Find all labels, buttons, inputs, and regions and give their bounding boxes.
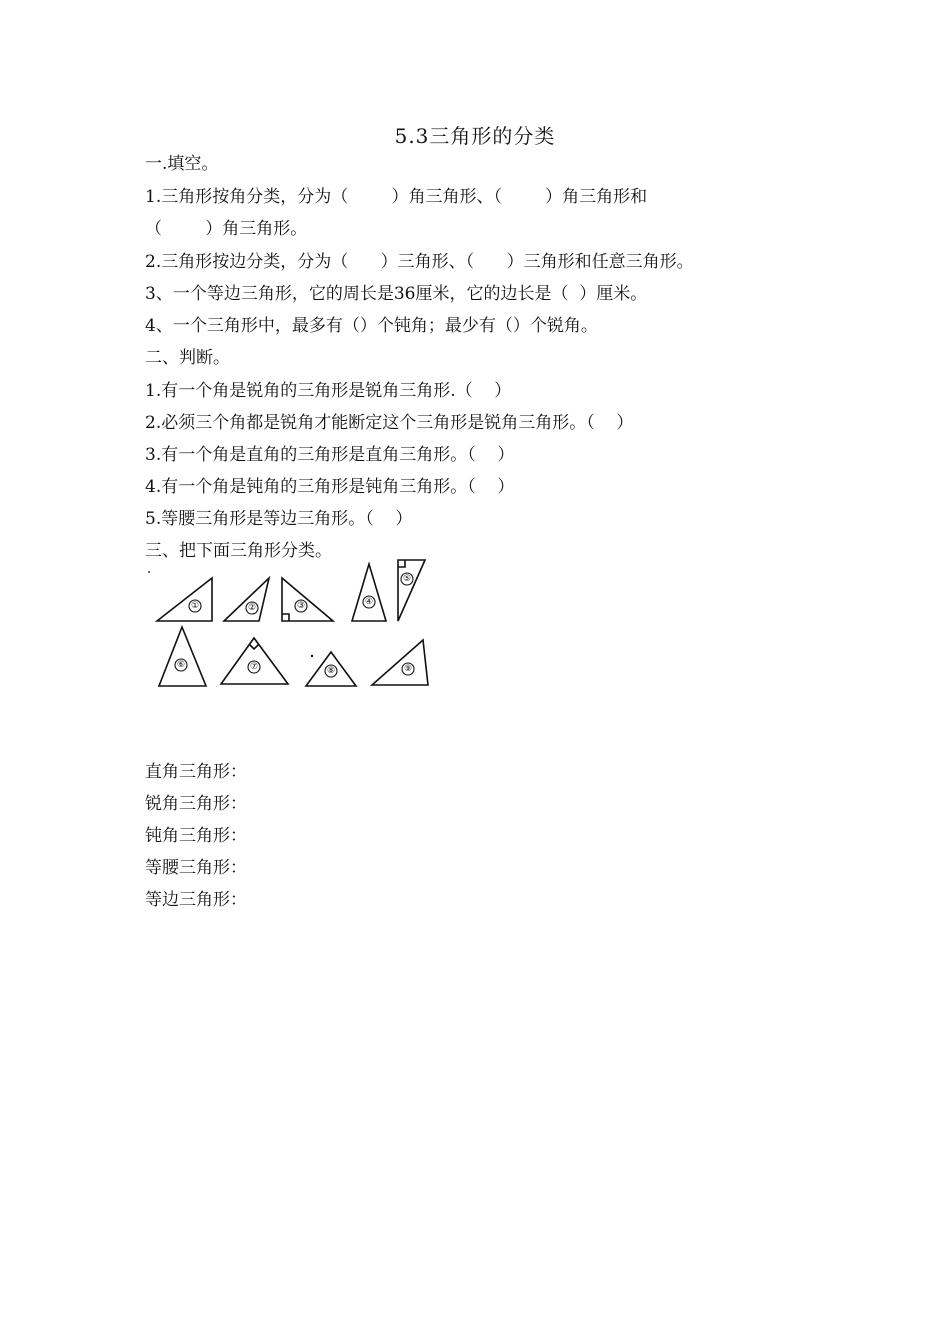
triangle-5 [398, 560, 425, 621]
triangle-7-right-angle-mark [249, 644, 259, 649]
judge-item-5: 5.等腰三角形是等边三角形。（ ） [145, 509, 413, 529]
section1-heading: 一.填空。 [145, 154, 219, 174]
triangle-8-label: ⑧ [326, 666, 336, 676]
triangle-5-right-angle-mark [398, 560, 405, 567]
triangle-4 [352, 564, 386, 621]
triangle-1 [157, 578, 212, 621]
triangle-3-right-angle-mark [282, 614, 289, 621]
scan-dot [311, 655, 313, 657]
answer-right-triangles: 直角三角形： [145, 762, 247, 782]
question-4: 4、一个三角形中，最多有（）个钝角；最少有（）个锐角。 [145, 316, 598, 336]
judge-item-1: 1.有一个角是锐角的三角形是锐角三角形.（ ） [145, 381, 512, 401]
page-title: 5.3三角形的分类 [394, 124, 556, 148]
answer-isosceles-triangles: 等腰三角形： [145, 858, 247, 878]
judge-item-3: 3.有一个角是直角的三角形是直角三角形。（ ） [145, 445, 515, 465]
triangle-3-label: ③ [296, 601, 306, 611]
question-3: 3、一个等边三角形，它的周长是36厘米，它的边长是（ ）厘米。 [145, 284, 648, 304]
question-1-line-1: 1.三角形按角分类，分为（ ）角三角形、（ ）角三角形和 [145, 187, 648, 207]
triangle-2-label: ② [247, 603, 257, 613]
triangles-svg [148, 555, 448, 695]
answer-obtuse-triangles: 钝角三角形： [145, 826, 247, 846]
judge-item-2: 2.必须三个角都是锐角才能断定这个三角形是锐角三角形。（ ） [145, 413, 634, 433]
triangle-9-label: ⑨ [403, 664, 413, 674]
question-1-line-2: （ ）角三角形。 [145, 219, 308, 239]
answer-equilateral-triangles: 等边三角形： [145, 890, 247, 910]
answer-acute-triangles: 锐角三角形： [145, 794, 247, 814]
triangle-1-label: ① [190, 601, 200, 611]
triangle-2 [224, 578, 269, 621]
triangle-7-label: ⑦ [249, 662, 259, 672]
section2-heading: 二、判断。 [145, 348, 230, 368]
triangles-figure [148, 555, 448, 695]
triangle-4-label: ④ [364, 597, 374, 607]
section3-heading: 三、把下面三角形分类。 [145, 541, 332, 561]
triangle-9 [372, 640, 428, 685]
triangle-6 [159, 627, 206, 686]
triangle-5-label: ⑤ [402, 574, 412, 584]
question-2: 2.三角形按边分类，分为（ ）三角形、（ ）三角形和任意三角形。 [145, 252, 694, 272]
triangle-6-label: ⑥ [176, 660, 186, 670]
judge-item-4: 4.有一个角是钝角的三角形是钝角三角形。（ ） [145, 477, 515, 497]
